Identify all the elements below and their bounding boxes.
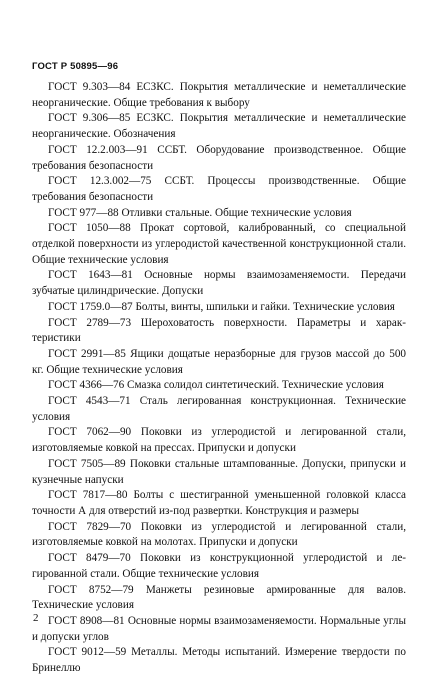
reference-code: ГОСТ 12.3.002—75 <box>48 175 152 188</box>
reference-title: Основные нормы взаимозаменяемости. Нормальные углы и допуски углов <box>32 614 407 643</box>
reference-title: Манжеты резиновые армированные для валов. Технические условия <box>32 583 407 612</box>
reference-code: ГОСТ 977—88 <box>48 206 119 219</box>
reference-item <box>32 614 406 645</box>
reference-code: ГОСТ 9.303—84 <box>48 81 131 93</box>
reference-title: Болты с шестигранной уменьшенной головкой класса точности А для отверстий из-под развертки. Конструкция и размеры <box>32 489 407 517</box>
reference-code: ГОСТ 7829—70 <box>48 520 132 533</box>
reference-title: Поковки из углеродистой и легированной стали, изготовляемые ковкой на прессах. Припуски и допуски <box>32 426 406 455</box>
reference-code: ГОСТ 7505—89 <box>48 457 126 470</box>
reference-item <box>32 347 406 378</box>
reference-item <box>32 174 406 205</box>
reference-code: ГОСТ 9.306—85 <box>48 112 131 125</box>
reference-code: ГОСТ 9012—59 <box>48 646 127 659</box>
reference-title: Болты, винты, шпильки и гайки. Технические условия <box>135 300 395 313</box>
reference-item <box>32 268 406 299</box>
reference-item <box>32 551 406 582</box>
reference-item <box>32 316 406 347</box>
reference-item <box>32 425 406 456</box>
reference-item <box>32 645 406 676</box>
reference-code: ГОСТ 1759.0—87 <box>48 300 133 313</box>
reference-item <box>32 394 406 425</box>
reference-code: ГОСТ 7817—80 <box>48 489 128 502</box>
reference-item <box>32 520 406 551</box>
reference-item <box>32 111 406 142</box>
reference-item <box>32 80 406 111</box>
reference-code: ГОСТ 7062—90 <box>48 426 132 439</box>
reference-item <box>32 457 406 488</box>
reference-code: ГОСТ 2789—73 <box>48 316 132 329</box>
reference-title: ЕСЗКС. Покрытия металлические и неметаллические неорганические. Обозначения <box>32 112 407 141</box>
reference-title: ЕСЗКС. Покрытия металлические и неметаллические неорганические. Общие требования к выбору <box>32 81 407 109</box>
reference-code: ГОСТ 1050—88 <box>48 222 131 235</box>
page-number: 2 <box>33 612 39 624</box>
reference-title: Шероховатость поверхности. Параметры и характеристики <box>32 316 407 345</box>
reference-item <box>32 206 406 222</box>
normative-references-list <box>32 80 406 677</box>
reference-title: ССБТ. Оборудование производственное. Общие требования безопасности <box>32 143 407 172</box>
reference-item <box>32 221 406 268</box>
reference-title: Поковки из углеродистой и легированной стали, изготовляемые ковкой на молотах. Припуски и допуски <box>32 520 406 549</box>
reference-title: Ящики дощатые неразборные для грузов массой до 500 кг. Общие технические условия <box>32 347 407 376</box>
reference-code: ГОСТ 8752—79 <box>48 583 134 596</box>
reference-code: ГОСТ 1643—81 <box>48 269 133 282</box>
reference-code: ГОСТ 4543—71 <box>48 395 131 408</box>
reference-title: Отливки стальные. Общие технические условия <box>121 206 352 219</box>
reference-code: ГОСТ 8479—70 <box>48 552 131 565</box>
document-header: ГОСТ Р 50895—96 <box>32 61 119 72</box>
reference-title: Поковки стальные штампованные. Допуски, припуски и кузнечные напуски <box>32 457 407 486</box>
reference-item <box>32 488 406 519</box>
reference-item <box>32 378 406 394</box>
reference-item <box>32 583 406 614</box>
reference-title: Поковки из конструкционной углеродистой и легированной стали. Общие технические условия <box>32 552 407 580</box>
reference-code: ГОСТ 4366—76 <box>48 379 125 392</box>
reference-title: Основные нормы взаимозаменяемости. Передачи зубчатые цилиндрические. Допуски <box>32 269 407 298</box>
reference-item <box>32 143 406 174</box>
reference-title: Сталь легированная конструкционная. Технические условия <box>32 395 407 423</box>
reference-code: ГОСТ 2991—85 <box>48 347 126 360</box>
reference-title: Металлы. Методы испытаний. Измерение твердости по Бринеллю <box>32 646 407 675</box>
reference-title: Смазка солидол синтетический. Технические условия <box>127 379 384 392</box>
reference-code: ГОСТ 12.2.003—91 <box>48 143 148 156</box>
reference-item <box>32 300 406 316</box>
reference-title: ССБТ. Процессы производственные. Общие требования безопасности <box>32 175 407 203</box>
reference-title: Прокат сортовой, калиброванный, со специальной отделкой поверхности из углеродистой качественной конструкционной стали. Общие технические условия <box>32 222 406 266</box>
reference-code: ГОСТ 8908—81 <box>48 614 125 627</box>
